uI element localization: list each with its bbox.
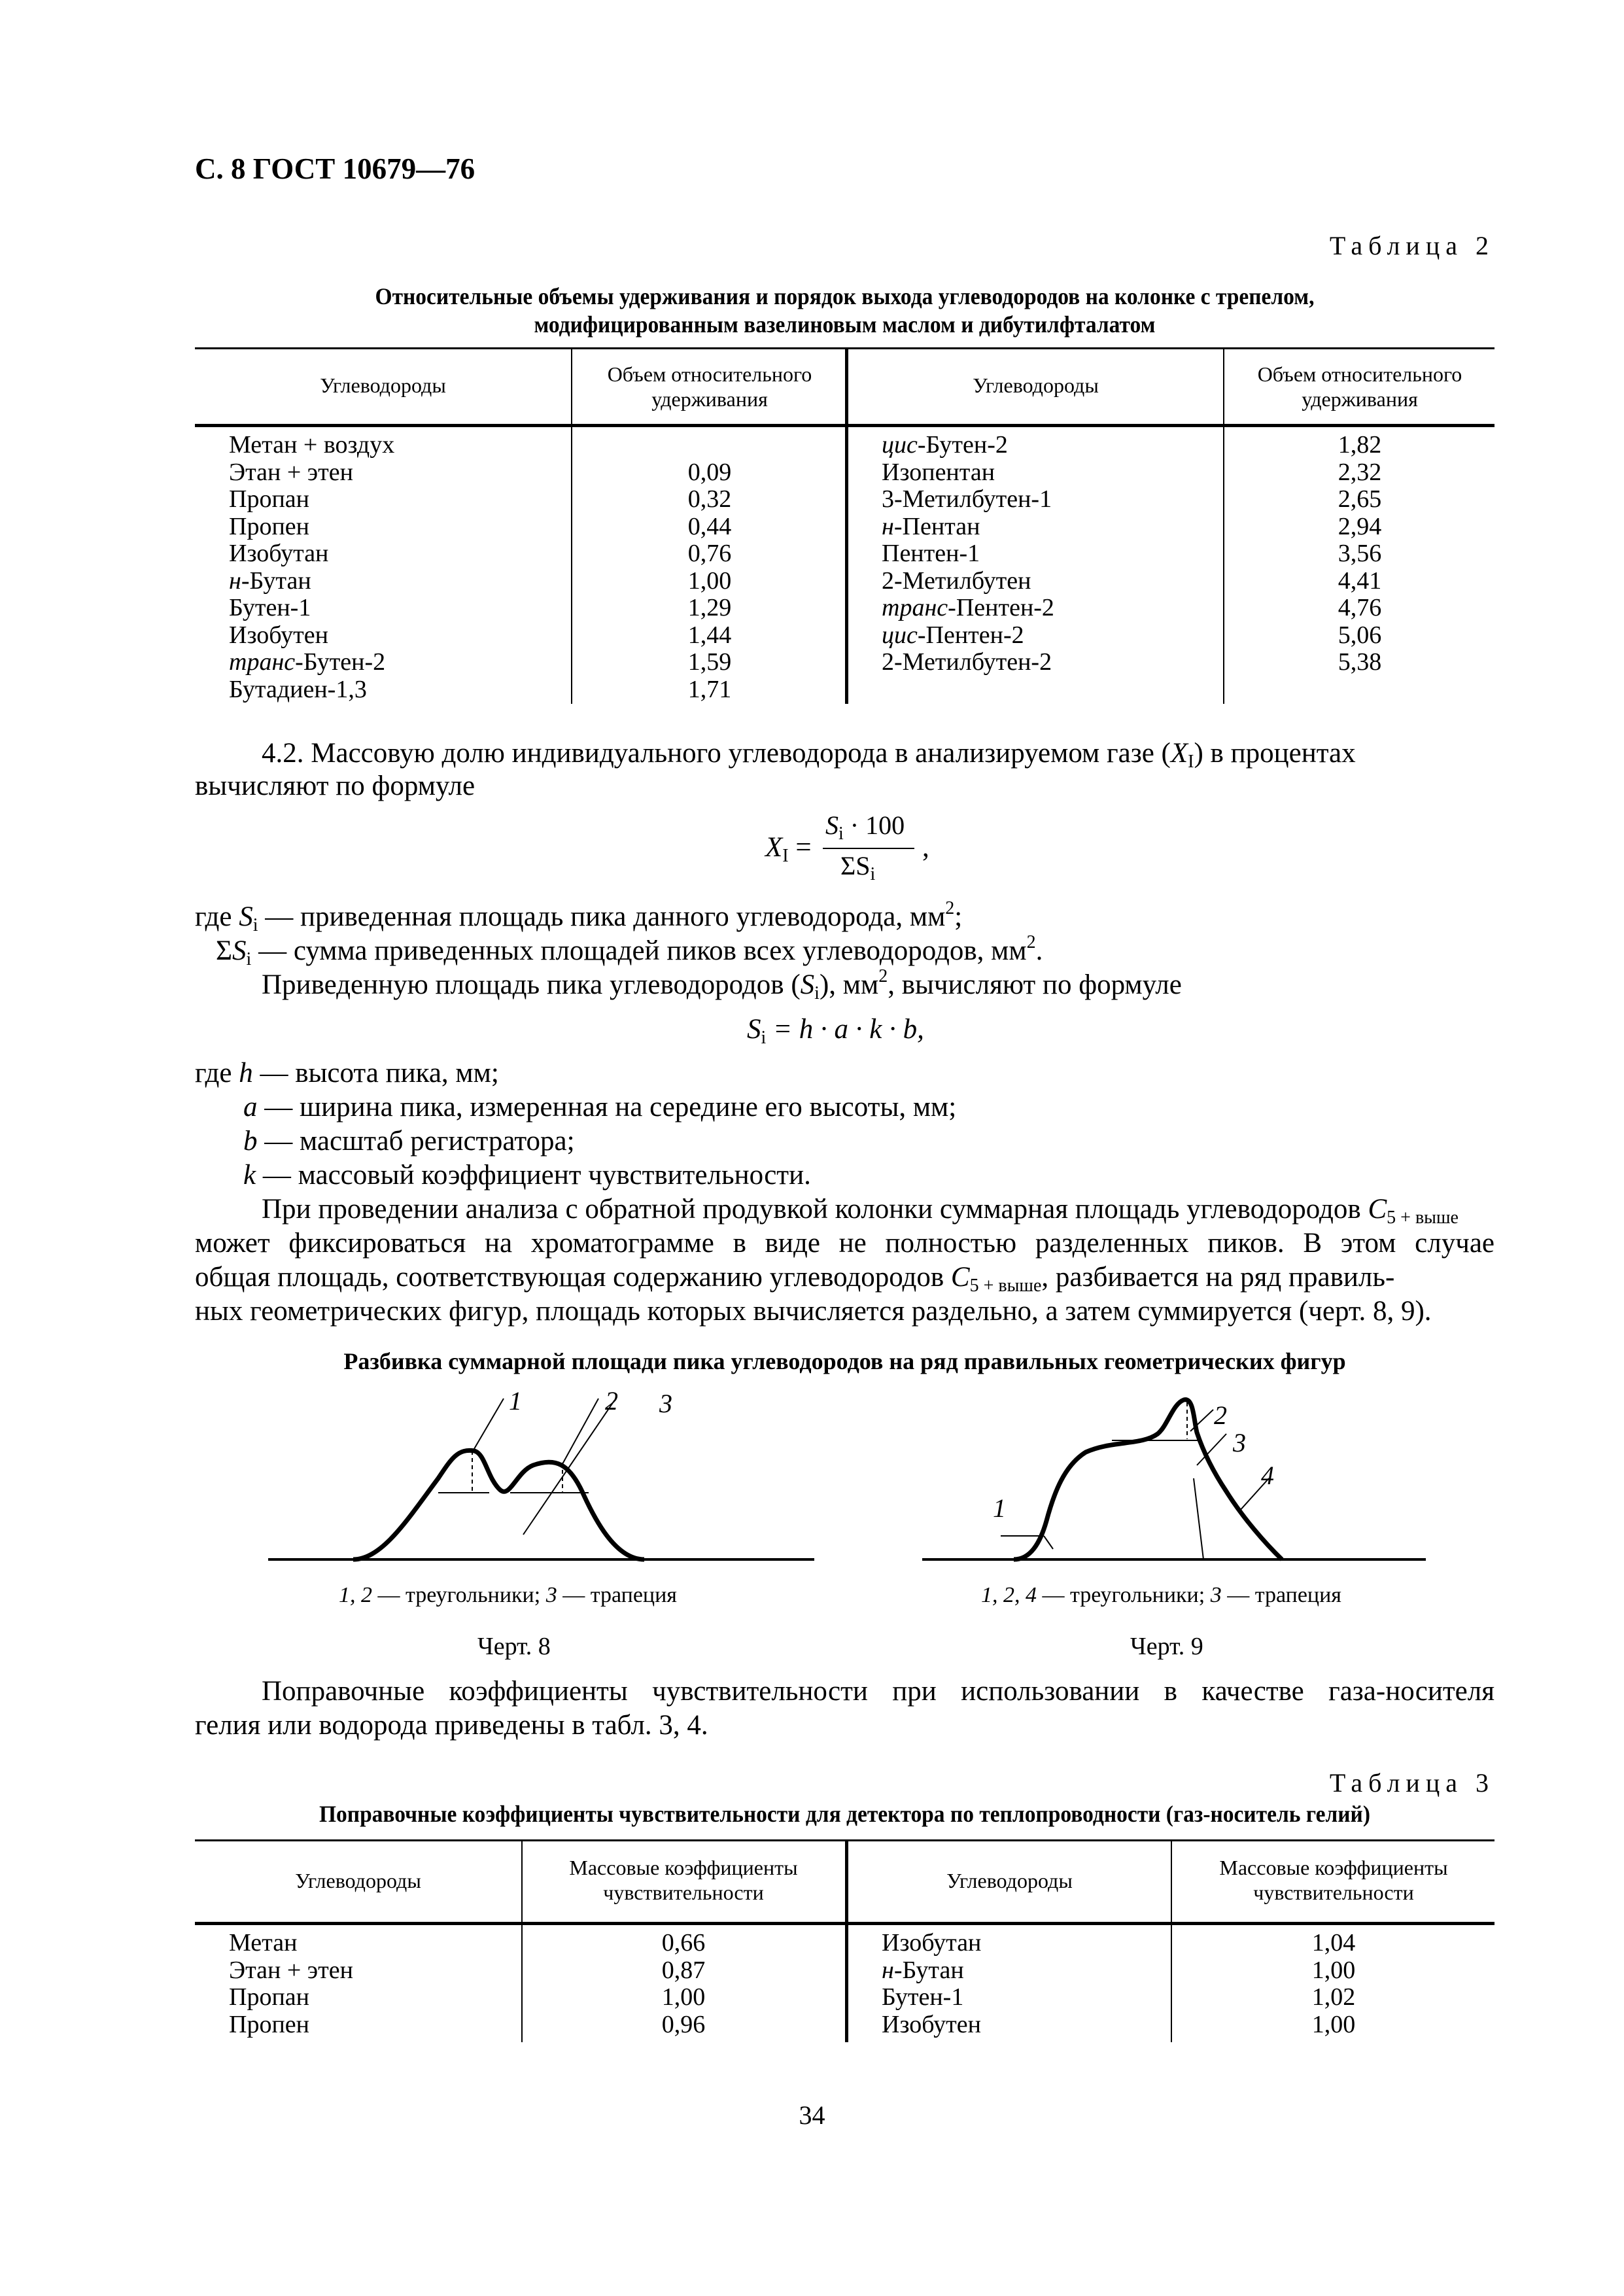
table-cell-value: 4,76 — [1338, 594, 1382, 621]
table-cell-hydrocarbon: Бутен-1 — [882, 1983, 964, 2011]
table-cell-hydrocarbon: Этан + этен — [229, 458, 353, 486]
table-cell-hydrocarbon: Изобутен — [882, 2010, 981, 2038]
table-cell-hydrocarbon: н-Бутан — [229, 566, 311, 595]
table-cell-hydrocarbon: цис-Бутен-2 — [882, 431, 1008, 459]
table-cell-value: 1,82 — [1338, 431, 1382, 459]
table-cell-value: 0,76 — [687, 540, 732, 567]
backflush-line4: ных геометрических фигур, площадь которых вычисляется раздельно, а затем суммируется (черт. 8, 9). — [195, 1296, 1432, 1327]
table3-header-coef-1: Массовые коэффициенты чувствительности — [569, 1856, 798, 1904]
table-cell-value: 5,38 — [1338, 648, 1382, 676]
backflush-line2: может фиксироваться на хроматограмме в виде не полностью разделенных пиков. В этом случае — [195, 1228, 1494, 1259]
table-cell-value: 1,71 — [687, 675, 732, 703]
fig9-trapezoid-edge — [1194, 1478, 1203, 1559]
table3-vline-1 — [521, 1839, 523, 2042]
table-cell-hydrocarbon: Метан + воздух — [229, 431, 395, 459]
para-4-2-line2: вычисляют по формуле — [195, 771, 475, 801]
table3-caption: Поправочные коэффициенты чувствительности для детектора по теплопроводности (газ-носитель гелий) — [319, 1801, 1370, 1827]
table3-number: Таблица 3 — [1329, 1768, 1494, 1798]
formula-x1-denominator: $\Sigma S_i$ — [840, 851, 876, 884]
table-cell-value: 5,06 — [1338, 621, 1382, 649]
table2-caption-line2: модифицированным вазелиновым маслом и дибутилфталатом — [534, 311, 1156, 338]
table2-caption-line1: Относительные объемы удерживания и порядок выхода углеводородов на колонке с трепелом, — [375, 283, 1315, 309]
where-b: b — масштаб регистратора; — [243, 1126, 575, 1157]
fig9-label-2: 2 — [1214, 1400, 1227, 1430]
table2-header-volume-1: Объем относительного удерживания — [607, 362, 812, 411]
table-cell-hydrocarbon: Изобутан — [229, 540, 329, 567]
backflush-line1: При проведении анализа с обратной продувкой колонки суммарная площадь углеводородов $C_{5 + выше}$ — [262, 1194, 1459, 1228]
table-cell-value: 1,00 — [687, 566, 732, 595]
table-cell-value: 1,59 — [687, 648, 732, 676]
table-cell-hydrocarbon: Изопентан — [882, 458, 995, 486]
table-cell-hydrocarbon: н-Пентан — [882, 512, 980, 540]
table2-number: Таблица 2 — [1329, 231, 1494, 260]
table-cell-hydrocarbon: транс-Пентен-2 — [882, 594, 1054, 621]
table-cell-hydrocarbon: Изобутен — [229, 621, 328, 649]
table-cell-hydrocarbon: Изобутан — [882, 1929, 982, 1957]
corr-line2: гелия или водорода приведены в табл. 3, 4. — [195, 1710, 708, 1741]
table-cell-hydrocarbon: Пропан — [229, 485, 309, 513]
table-cell-value: 1,44 — [687, 621, 732, 649]
where-sum-si: $\Sigma S_i$ — сумма приведенных площадей пиков всех углеводородов, $мм^2$. — [216, 932, 1043, 969]
table-cell-value: 2,65 — [1338, 485, 1382, 513]
table-cell-hydrocarbon: Бутадиен-1,3 — [229, 675, 367, 703]
fig8-name: Черт. 8 — [477, 1633, 551, 1660]
figure-9-drawing — [916, 1380, 1432, 1570]
table-cell-value: 3,56 — [1338, 540, 1382, 567]
table-cell-value: 2,94 — [1338, 512, 1382, 540]
fig9-caption: 1, 2, 4 — треугольники; 3 — трапеция — [981, 1583, 1341, 1607]
table-cell-value: 0,87 — [661, 1956, 706, 1984]
table-cell-hydrocarbon: транс-Бутен-2 — [229, 648, 386, 676]
figure-8-drawing — [249, 1380, 824, 1570]
table-cell-hydrocarbon: 3-Метилбутен-1 — [882, 485, 1052, 513]
where-a: a — ширина пика, измеренная на середине его высоты, мм; — [243, 1092, 957, 1122]
fig9-label-4: 4 — [1261, 1461, 1274, 1490]
page-number: 34 — [799, 2100, 825, 2130]
reduced-area-line: Приведенную площадь пика углеводородов $(S_i)$, $мм^2$, вычисляют по формуле — [262, 966, 1182, 1003]
table-cell-value: 1,29 — [687, 594, 732, 621]
table-cell-value: 4,41 — [1338, 566, 1382, 595]
fig8-caption: 1, 2 — треугольники; 3 — трапеция — [339, 1583, 677, 1607]
table-cell-value: 1,00 — [661, 1983, 706, 2011]
table-cell-hydrocarbon: Пропан — [229, 1983, 309, 2011]
table-cell-hydrocarbon: Пропен — [229, 512, 309, 540]
table2-vline-2 — [845, 347, 848, 704]
table-cell-hydrocarbon: 2-Метилбутен-2 — [882, 648, 1052, 676]
table-cell-hydrocarbon: Пропен — [229, 2010, 309, 2038]
where-h: где h — высота пика, мм; — [195, 1058, 499, 1088]
para-4-2-line1: 4.2. Массовую долю индивидуального углеводорода в анализируемом газе $(X_I)$ в процентах — [262, 738, 1356, 772]
table-cell-hydrocarbon: н-Бутан — [882, 1956, 964, 1984]
table-cell-value: 1,04 — [1311, 1929, 1356, 1957]
fig8-peak-curve — [353, 1450, 644, 1559]
table-cell-hydrocarbon: Пентен-1 — [882, 540, 980, 567]
backflush-line3: общая площадь, соответствующая содержанию углеводородов $C_{5 + выше}$, разбивается на ряд правиль- — [195, 1262, 1395, 1296]
figures-title: Разбивка суммарной площади пика углеводородов на ряд правильных геометрических фигур — [343, 1348, 1346, 1374]
table-cell-value: 0,09 — [687, 458, 732, 486]
table3-header-coef-2: Массовые коэффициенты чувствительности — [1219, 1856, 1448, 1904]
fig9-peak-curve — [1014, 1400, 1282, 1559]
table2-vline-3 — [1223, 347, 1224, 704]
table2-vline-1 — [571, 347, 572, 704]
fig9-label-1: 1 — [993, 1493, 1006, 1523]
table-cell-hydrocarbon: Метан — [229, 1929, 298, 1957]
table-cell-value: 1,02 — [1311, 1983, 1356, 2011]
table2-header-hydrocarbons-1: Углеводороды — [320, 374, 446, 397]
table-cell-value: 0,32 — [687, 485, 732, 513]
formula-x1-numerator: $S_i \cdot 100$ — [825, 810, 905, 844]
where-k: k — массовый коэффициент чувствительности. — [243, 1160, 811, 1191]
table3-header-hydrocarbons-1: Углеводороды — [295, 1869, 421, 1892]
table2-header-hydrocarbons-2: Углеводороды — [973, 374, 1099, 397]
formula-x1-comma: , — [922, 832, 929, 863]
table2-header-volume-2: Объем относительного удерживания — [1257, 362, 1462, 411]
table3-header-hydrocarbons-2: Углеводороды — [946, 1869, 1073, 1892]
table-cell-value: 1,00 — [1311, 2010, 1356, 2038]
fig8-leader-3 — [523, 1400, 615, 1535]
formula-x1-lhs: $X_I$ = — [765, 832, 812, 866]
corr-line1: Поправочные коэффициенты чувствительности при использовании в качестве газа-носителя — [262, 1676, 1494, 1707]
formula-si: $S_i = h \cdot a \cdot k \cdot b$, — [747, 1014, 924, 1048]
fig9-label-3: 3 — [1233, 1428, 1246, 1457]
table-cell-value: 1,00 — [1311, 1956, 1356, 1984]
table-cell-hydrocarbon: Этан + этен — [229, 1956, 353, 1984]
table-cell-hydrocarbon: цис-Пентен-2 — [882, 621, 1024, 649]
fig8-label-2: 2 — [605, 1386, 618, 1416]
page-header: С. 8 ГОСТ 10679—76 — [195, 152, 475, 185]
table-cell-hydrocarbon: Бутен-1 — [229, 594, 311, 621]
fig8-leader-1 — [472, 1399, 504, 1452]
where-si: где $S_i$ — приведенная площадь пика данного углеводорода, $мм^2$; — [195, 898, 963, 935]
table-cell-hydrocarbon: 2-Метилбутен — [882, 566, 1031, 595]
fig8-label-1: 1 — [509, 1386, 522, 1416]
table-cell-value: 0,96 — [661, 2010, 706, 2038]
table3-vline-3 — [1171, 1839, 1172, 2042]
table-cell-value: 2,32 — [1338, 458, 1382, 486]
fig9-name: Черт. 9 — [1130, 1633, 1203, 1660]
fig8-label-3: 3 — [659, 1389, 672, 1418]
table-cell-value: 0,44 — [687, 512, 732, 540]
fig9-leader-1 — [1044, 1536, 1053, 1549]
table-cell-value: 0,66 — [661, 1929, 706, 1957]
